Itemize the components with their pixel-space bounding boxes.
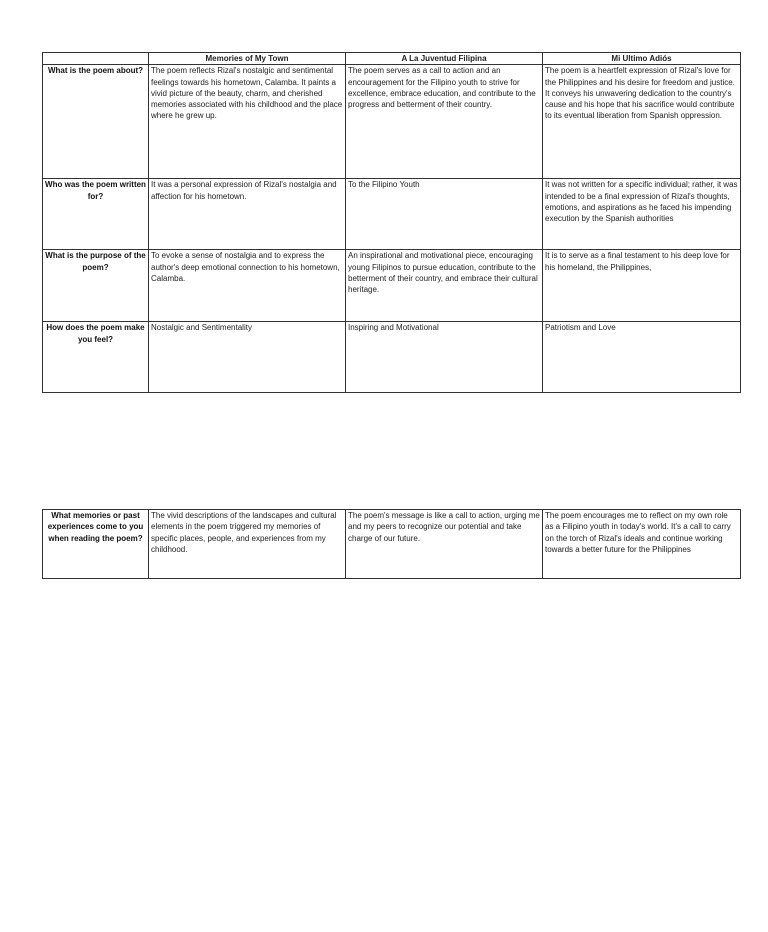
header-cell-empty bbox=[43, 53, 149, 65]
table-row bbox=[43, 250, 741, 322]
question-cell: Who was the poem written for? bbox=[43, 179, 149, 250]
answer-cell: The poem's message is like a call to action, urging me and my peers to recognize our potential and take charge of our future. bbox=[346, 510, 543, 579]
header-a-la-juventud-filipina: A La Juventud Filipina bbox=[346, 53, 543, 65]
answer-cell: Patriotism and Love bbox=[543, 322, 741, 393]
answer-cell: Nostalgic and Sentimentality bbox=[149, 322, 346, 393]
answer-cell: It is to serve as a final testament to his deep love for his homeland, the Philippines, bbox=[543, 250, 741, 322]
answer-cell: The poem serves as a call to action and an encouragement for the Filipino youth to strive for excellence, embrace education, and contribute to the progress and betterment of their country. bbox=[346, 65, 543, 179]
answer-cell: The poem reflects Rizal's nostalgic and sentimental feelings towards his hometown, Calamba. It paints a vivid picture of the beauty, charm, and cherished memories associated with his childhood and the place where he grew up. bbox=[149, 65, 346, 179]
answer-cell: The vivid descriptions of the landscapes and cultural elements in the poem triggered my memories of specific places, people, and experiences from my childhood. bbox=[149, 510, 346, 579]
answer-cell: It was a personal expression of Rizal's nostalgia and affection for his hometown. bbox=[149, 179, 346, 250]
answer-cell: To evoke a sense of nostalgia and to express the author's deep emotional connection to his hometown, Calamba. bbox=[149, 250, 346, 322]
answer-cell: An inspirational and motivational piece, encouraging young Filipinos to pursue education, contribute to the betterment of their country, and embrace their cultural heritage. bbox=[346, 250, 543, 322]
header-memories-of-my-town: Memories of My Town bbox=[149, 53, 346, 65]
answer-cell: It was not written for a specific individual; rather, it was intended to be a final expression of Rizal's thoughts, emotions, and aspirations as he faced his impending execution by the Spanish authorities bbox=[543, 179, 741, 250]
answer-cell: Inspiring and Motivational bbox=[346, 322, 543, 393]
header-mi-ultimo-adios: Mi Ultimo Adiós bbox=[543, 53, 741, 65]
question-cell: What is the purpose of the poem? bbox=[43, 250, 149, 322]
table-row bbox=[43, 510, 741, 579]
table-row bbox=[43, 65, 741, 179]
table-row bbox=[43, 322, 741, 393]
question-cell: What is the poem about? bbox=[43, 65, 149, 179]
memories-table bbox=[42, 509, 741, 579]
header-row bbox=[43, 53, 741, 65]
answer-cell: The poem encourages me to reflect on my own role as a Filipino youth in today's world. It's a call to carry on the torch of Rizal's ideals and continue working towards a better future for the Philippines bbox=[543, 510, 741, 579]
answer-cell: To the Filipino Youth bbox=[346, 179, 543, 250]
poem-comparison-table bbox=[42, 52, 741, 393]
table-row bbox=[43, 179, 741, 250]
question-cell: What memories or past experiences come to you when reading the poem? bbox=[43, 510, 149, 579]
question-cell: How does the poem make you feel? bbox=[43, 322, 149, 393]
answer-cell: The poem is a heartfelt expression of Rizal's love for the Philippines and his desire for freedom and justice. It conveys his unwavering dedication to the country's cause and his hope that his sacrifice would contribute to its eventual liberation from Spanish oppression. bbox=[543, 65, 741, 179]
